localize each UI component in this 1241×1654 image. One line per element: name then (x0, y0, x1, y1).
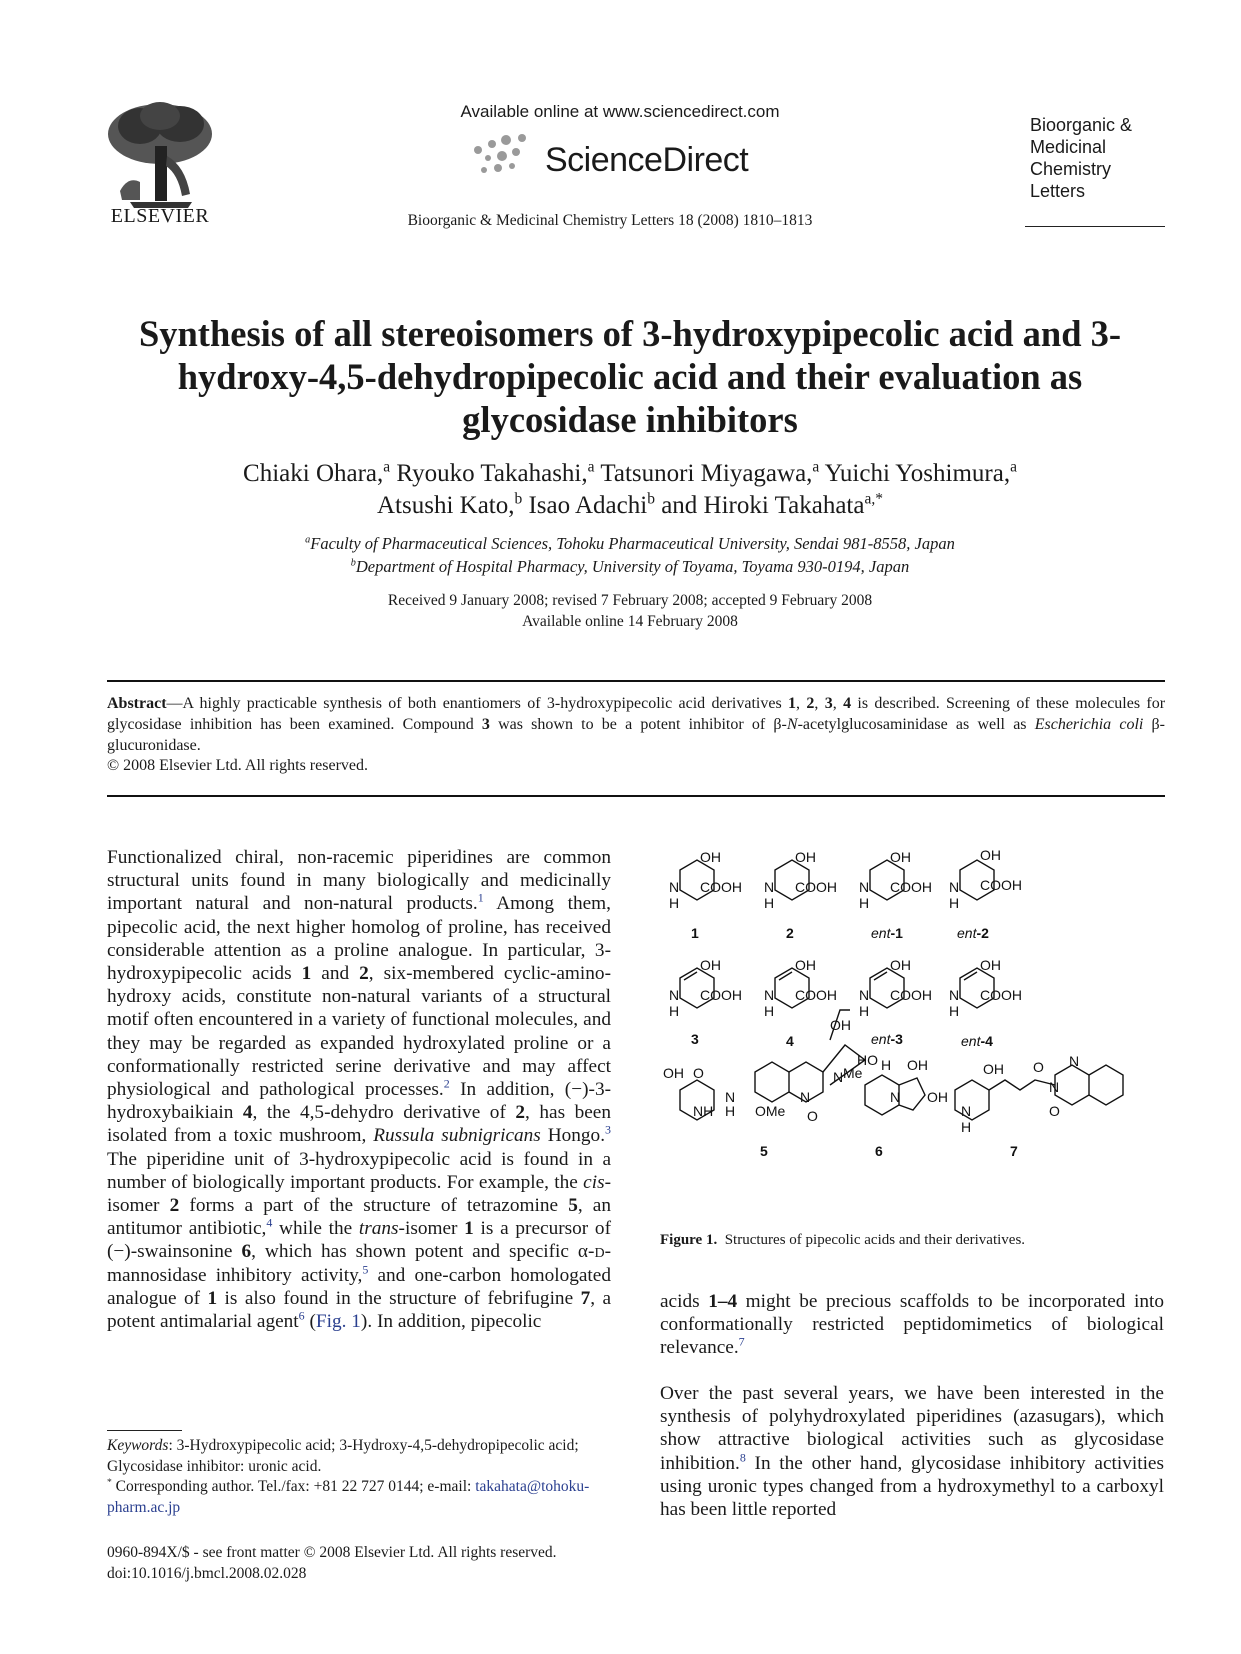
h-label: H (859, 1003, 870, 1019)
citation-link[interactable]: 2 (443, 1076, 450, 1091)
o-label: O (1033, 1059, 1044, 1075)
ho-label: HO (857, 1052, 878, 1068)
cooh-label: COOH (980, 877, 1022, 893)
journal-name (1030, 114, 1180, 202)
page-footer (107, 1543, 667, 1584)
footnote-rule (107, 1430, 182, 1431)
author: Yuichi Yoshimura,$^a$ (824, 458, 1017, 487)
available-date: Available online 14 February 2008 (522, 613, 738, 630)
n-label: N (764, 879, 775, 895)
compound-label: ent-1 (871, 925, 903, 941)
oh-label: OH (980, 847, 1001, 863)
compound-label: 4 (786, 1033, 794, 1049)
abstract-top-rule (107, 680, 1165, 682)
n-label: N (800, 1089, 811, 1105)
n-label: N (725, 1089, 736, 1105)
available-online-text: Available online at www.sciencedirect.com (460, 102, 780, 121)
journal-divider (1025, 226, 1165, 227)
received-dates: Received 9 January 2008; revised 7 February 2008; accepted 9 February 2008 (387, 592, 873, 609)
author-list (110, 458, 1150, 522)
issn-line: 0960-894X/$ - see front matter © 2008 Elsevier Ltd. All rights reserved. (107, 1544, 557, 1561)
oh-label: OH (983, 1061, 1004, 1077)
oh-label: OH (795, 957, 816, 973)
citation-link[interactable]: 1 (477, 890, 484, 905)
body-left-column: Functionalized chiral, non-racemic piperidines are common structural units found in many biologically and medicinally important natural and non-natural products.$^1$ Among them, pipecolic acid, the next higher homolog of proline, has received considerable attention as a proline analogue. In particular, 3-hydroxypipecolic acids 1 and 2, six-membered cyclic-amino-hydroxy acids, constitute non-natural variants of a structural motif often encountered in a variety of functional molecules, and they may be regarded as expanded hydroxylated proline or a conformationally restricted serine derivative and may affect physiological and pathological processes.$^2$ In addition, (−)-3-hydroxybaikiain 4, the 4,5-dehydro derivative of 2, has been isolated from a toxic mushroom, Russula subnigricans Hongo.$^3$ The piperidine unit of 3-hydroxypipecolic acid is found in a number of biologically important products. For example, the cis-isomer 2 forms a part of the structure of tetrazomine 5, an antitumor antibiotic,$^4$ while the trans-isomer 1 is a precursor of (−)-swainsonine 6, which has shown potent and specific α-d-mannosidase inhibitory activity,$^5$ and one-carbon homologated analogue of 1 is also found in the structure of febrifugine 7, a potent antimalarial agent$^6$ (Fig. 1). In addition, pipecolic (107, 847, 612, 1333)
h-label: H (764, 895, 775, 911)
publisher-wordmark: ELSEVIER (110, 205, 210, 227)
corresponding-author: * Corresponding author. Tel./fax: +81 22 727 0144; e-mail: takahata@tohoku-pharm.ac.jp (107, 1476, 590, 1516)
oh-label: OH (927, 1089, 948, 1105)
n-label: N (833, 1069, 844, 1085)
citation-link[interactable]: 3 (605, 1123, 611, 1138)
h-label: H (949, 1003, 960, 1019)
cooh-label: COOH (700, 987, 742, 1003)
h-label: H (669, 1003, 680, 1019)
n-label: N (859, 879, 870, 895)
journal-name-line: Chemistry (1030, 159, 1112, 179)
compound-label: ent-2 (957, 925, 989, 941)
h-label: H (949, 895, 960, 911)
affiliations (110, 532, 1150, 578)
author: Tatsunori Miyagawa,$^a$ (600, 458, 820, 487)
doi-line: doi:10.1016/j.bmcl.2008.02.028 (107, 1564, 307, 1582)
nh-label: NH (693, 1103, 714, 1119)
cooh-label: COOH (890, 879, 932, 895)
n-label: N (764, 987, 775, 1003)
n-label: N (1049, 1079, 1060, 1095)
compound-label: 3 (691, 1031, 699, 1047)
oh-label: OH (700, 849, 721, 865)
compound-label: ent-3 (871, 1031, 903, 1047)
n-label: N (669, 879, 680, 895)
oh-label: OH (700, 957, 721, 973)
journal-name-line: Medicinal (1030, 137, 1107, 157)
article-dates (110, 590, 1150, 632)
footnotes (107, 1436, 611, 1518)
cooh-label: COOH (795, 987, 837, 1003)
oh-label: OH (980, 957, 1001, 973)
author: Atsushi Kato,$^b$ (376, 490, 523, 519)
author-email-link[interactable]: takahata@tohoku-pharm.ac.jp (107, 1478, 590, 1516)
cooh-label: COOH (890, 987, 932, 1003)
figure-caption: Figure 1. Structures of pipecolic acids and their derivatives. (660, 1232, 1026, 1248)
h-label: H (881, 1057, 892, 1073)
oh-label: OH (795, 849, 816, 865)
abstract-label: Abstract (107, 695, 167, 712)
h-label: H (669, 895, 680, 911)
citation-link[interactable]: 7 (738, 1334, 745, 1349)
cooh-label: COOH (795, 879, 837, 895)
n-label: N (949, 879, 960, 895)
oh-label: OH (663, 1065, 684, 1081)
o-label: O (693, 1065, 704, 1081)
o-label: O (1049, 1103, 1060, 1119)
figure-1-structures (655, 840, 1165, 1220)
sciencedirect-wordmark: ScienceDirect (545, 141, 749, 179)
figure-link[interactable]: Fig. 1 (315, 1311, 361, 1333)
oh-label: OH (907, 1057, 928, 1073)
keywords: Keywords: 3-Hydroxypipecolic acid; 3-Hydroxy-4,5-dehydropipecolic acid; Glycosidase inhibitor: uronic acid. (107, 1437, 579, 1475)
o-label: O (807, 1108, 818, 1124)
journal-name-line: Bioorganic & (1030, 115, 1133, 135)
author: Isao Adachi$^b$ (528, 490, 655, 519)
h-label: H (961, 1119, 972, 1135)
compound-label: ent-4 (961, 1033, 993, 1049)
oh-label: OH (890, 849, 911, 865)
cooh-label: COOH (700, 879, 742, 895)
citation-link[interactable]: 4 (266, 1215, 273, 1230)
author: Ryouko Takahashi,$^a$ (396, 458, 595, 487)
abstract-copyright: © 2008 Elsevier Ltd. All rights reserved. (107, 757, 368, 774)
abstract: Abstract—A highly practicable synthesis of both enantiomers of 3-hydroxypipecolic acid derivatives 1, 2, 3, 4 is described. Screening of these molecules for glycosidase inhibition has been examined. Compound 3 was shown to be a potent inhibitor of β-N-acetylglucosaminidase as well as Escherichia coli β-glucuronidase. (107, 695, 1166, 754)
author: and Hiroki Takahata$^{a,*}$ (661, 490, 883, 519)
citation-link[interactable]: 5 (362, 1262, 369, 1277)
compound-label: 1 (691, 925, 699, 941)
journal-name-line: Letters (1030, 181, 1086, 201)
citation-link[interactable]: 6 (298, 1308, 305, 1323)
citation-link[interactable]: 8 (739, 1450, 746, 1465)
abstract-bottom-rule (107, 795, 1165, 797)
compound-label: 6 (875, 1143, 883, 1159)
journal-reference: Bioorganic & Medicinal Chemistry Letters 18 (2008) 1810–1813 (407, 212, 813, 229)
elsevier-tree-logo (100, 96, 220, 221)
body-right-column-paragraph: Over the past several years, we have been interested in the synthesis of polyhydroxylated piperidines (azasugars), which show attractive biological activities such as glycosidase inhibition.$^8$ In the other hand, glycosidase inhibitory activities using uronic types changed from a hydroxymethyl to a carboxyl has been little reported (660, 1383, 1164, 1521)
affiliation: $^b$Department of Hospital Pharmacy, University of Toyama, Toyama 930-0194, Japan (350, 557, 910, 576)
h-label: H (859, 895, 870, 911)
oh-label: OH (890, 957, 911, 973)
n-label: N (1069, 1053, 1080, 1069)
compound-label: 2 (786, 925, 794, 941)
article-title: Synthesis of all stereoisomers of 3-hydroxypipecolic acid and 3-hydroxy-4,5-dehydropipecolic acid and their evaluation as glycosidase inhibitors (138, 313, 1122, 440)
n-label: N (669, 987, 680, 1003)
n-label: N (961, 1103, 972, 1119)
n-label: N (859, 987, 870, 1003)
oh-label: OH (830, 1017, 851, 1033)
body-right-column-paragraph: acids 1–4 might be precious scaffolds to be incorporated into conformationally restricted peptidomimetics of biological relevance.$^7$ (660, 1291, 1165, 1359)
cooh-label: COOH (980, 987, 1022, 1003)
compound-label: 5 (760, 1143, 768, 1159)
n-label: N (949, 987, 960, 1003)
ome-label: OMe (755, 1103, 786, 1119)
h-label: H (764, 1003, 775, 1019)
affiliation: $^a$Faculty of Pharmaceutical Sciences, Tohoku Pharmaceutical University, Sendai 981-8558, Japan (305, 534, 955, 553)
h-label: H (725, 1103, 736, 1119)
n-label: N (890, 1089, 901, 1105)
author: Chiaki Ohara,$^a$ (243, 458, 391, 487)
compound-label: 7 (1010, 1143, 1018, 1159)
me-label: Me (843, 1065, 863, 1081)
chemical-structures-svg (655, 840, 1165, 1220)
